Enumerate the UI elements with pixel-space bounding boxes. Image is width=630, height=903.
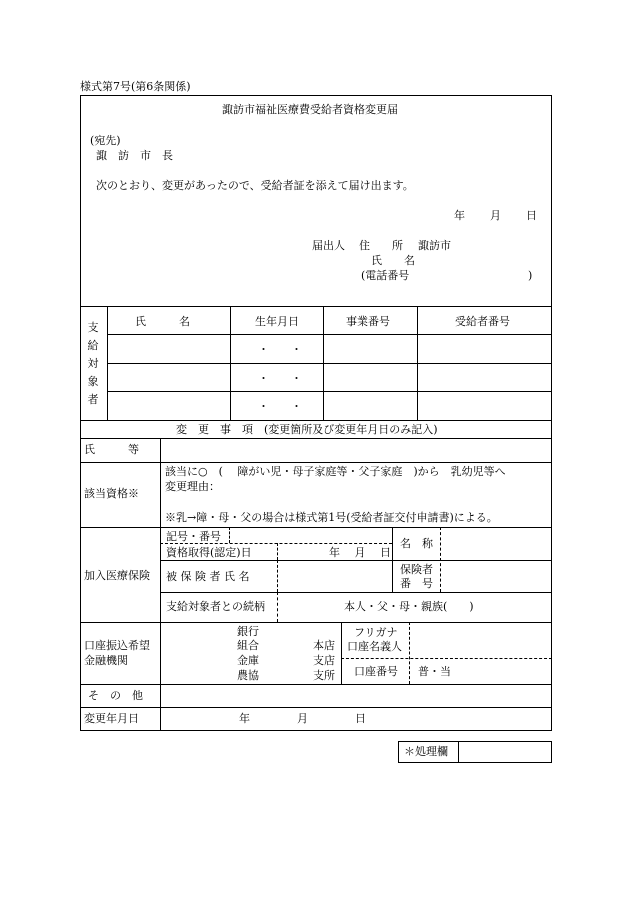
applicant-phone-close: ) bbox=[528, 269, 533, 282]
header-birth: 生年月日 bbox=[255, 315, 299, 328]
qualification-line2: 変更理由： bbox=[165, 480, 220, 493]
applicant-label: 届出人 bbox=[312, 239, 345, 252]
change-date-day[interactable]: 日 bbox=[355, 712, 366, 725]
insurance-symbol-label: 記号・番号 bbox=[166, 530, 221, 543]
insurance-insurer-label-2: 番 号 bbox=[400, 577, 433, 590]
bank-label-2: 金融機関 bbox=[84, 654, 128, 667]
bank-furigana-label: フリガナ bbox=[354, 626, 398, 639]
row-birth[interactable]: ・ ・ bbox=[258, 372, 302, 385]
side-char: 給 bbox=[87, 339, 99, 352]
changes-header: 変 更 事 項 (変更箇所及び変更年月日のみ記入) bbox=[176, 423, 438, 436]
addressee-name: 諏 訪 市 長 bbox=[96, 149, 173, 162]
applicant-address-label: 住 所 bbox=[359, 239, 403, 252]
row-birth[interactable]: ・ ・ bbox=[258, 343, 302, 356]
header-business-no: 事業番号 bbox=[346, 315, 390, 328]
insurance-label: 加入医療保険 bbox=[84, 569, 150, 582]
addressee-label: (宛先) bbox=[90, 134, 121, 147]
bank-branch[interactable]: 支所 bbox=[313, 669, 335, 682]
other-label: そ の 他 bbox=[88, 689, 143, 702]
bank-label-1: 口座振込希望 bbox=[84, 639, 150, 652]
insurance-acquired-date[interactable]: 年 月 日 bbox=[329, 546, 391, 559]
bank-branch[interactable]: 本店 bbox=[313, 639, 335, 652]
processing-label: ＊処理欄 bbox=[404, 745, 448, 758]
side-char: 象 bbox=[87, 375, 99, 388]
bank-type[interactable]: 銀行 bbox=[237, 625, 259, 638]
change-date-month[interactable]: 月 bbox=[297, 712, 308, 725]
bank-type[interactable]: 金庫 bbox=[237, 654, 259, 667]
insurance-insurer-label-1: 保険者 bbox=[400, 563, 433, 576]
header-recipient-no: 受給者番号 bbox=[455, 315, 510, 328]
form-title: 諏訪市福祉医療費受給者資格変更届 bbox=[222, 103, 398, 116]
side-char: 対 bbox=[87, 357, 99, 370]
statement-text: 次のとおり、変更があったので、受給者証を添えて届け出ます。 bbox=[96, 179, 414, 192]
date-month[interactable]: 月 bbox=[490, 209, 501, 222]
insurance-acquired-label: 資格取得(認定)日 bbox=[166, 546, 252, 559]
qualification-note: ※乳→障・母・父の場合は様式第1号(受給者証交付申請書)による。 bbox=[165, 511, 498, 524]
side-char: 支 bbox=[87, 321, 99, 334]
bank-account-type[interactable]: 普・当 bbox=[418, 665, 451, 678]
insurance-relation-label: 支給対象者との続柄 bbox=[166, 600, 265, 613]
header-name: 氏 名 bbox=[135, 315, 190, 328]
date-year[interactable]: 年 bbox=[454, 209, 465, 222]
date-day[interactable]: 日 bbox=[526, 209, 537, 222]
name-row-label: 氏 等 bbox=[84, 443, 139, 456]
processing-field[interactable] bbox=[460, 742, 550, 762]
qualification-line1: 該当に○ ( 障がい児・母子家庭等・父子家庭 )から 乳幼児等へ bbox=[165, 465, 506, 478]
insurance-name-label: 名 称 bbox=[400, 537, 433, 550]
applicant-address-value[interactable]: 諏訪市 bbox=[418, 239, 451, 252]
bank-type[interactable]: 組合 bbox=[237, 639, 259, 652]
insurance-insured-label: 被 保 険 者 氏 名 bbox=[166, 570, 250, 583]
change-date-year[interactable]: 年 bbox=[239, 712, 250, 725]
bank-holder-label: 口座名義人 bbox=[347, 640, 402, 653]
change-date-label: 変更年月日 bbox=[84, 712, 139, 725]
row-birth[interactable]: ・ ・ bbox=[258, 400, 302, 413]
applicant-phone-open: (電話番号 bbox=[361, 269, 410, 282]
form-number: 様式第7号(第6条関係) bbox=[80, 80, 191, 93]
bank-account-label: 口座番号 bbox=[354, 665, 398, 678]
bank-branch[interactable]: 支店 bbox=[313, 654, 335, 667]
bank-type[interactable]: 農協 bbox=[237, 669, 259, 682]
applicant-name-label: 氏 名 bbox=[371, 254, 415, 267]
insurance-relation-options[interactable]: 本人・父・母・親族( ) bbox=[344, 600, 474, 613]
qualification-label: 該当資格※ bbox=[84, 487, 139, 500]
side-char: 者 bbox=[87, 393, 99, 406]
